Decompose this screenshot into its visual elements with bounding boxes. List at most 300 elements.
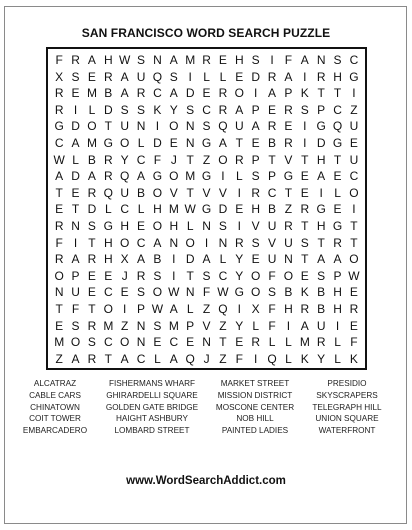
- grid-letter: M: [299, 335, 310, 350]
- grid-letter: Y: [235, 318, 244, 333]
- grid-letter: I: [352, 86, 356, 101]
- grid-letter: I: [352, 202, 356, 217]
- word-item: PAINTED LADIES: [221, 426, 289, 436]
- grid-letter: O: [251, 285, 261, 300]
- grid-letter: R: [300, 202, 310, 217]
- grid-letter: R: [251, 185, 261, 200]
- grid-letter: R: [316, 335, 326, 350]
- grid-letter: L: [219, 69, 227, 84]
- grid-letter: U: [349, 119, 359, 134]
- grid-letter: M: [86, 86, 97, 101]
- grid-letter: P: [71, 268, 80, 283]
- grid-letter: R: [54, 102, 64, 117]
- grid-letter: E: [349, 136, 358, 150]
- grid-letter: E: [300, 185, 309, 200]
- grid-letter: T: [317, 86, 325, 101]
- grid-letter: N: [153, 53, 162, 67]
- grid-letter: S: [333, 53, 342, 67]
- grid-letter: R: [284, 219, 293, 233]
- grid-letter: B: [268, 136, 277, 150]
- grid-letter: R: [54, 219, 64, 233]
- grid-letter: C: [136, 351, 146, 366]
- grid-letter: E: [235, 69, 244, 84]
- grid-letter: O: [169, 169, 179, 184]
- grid-letter: N: [284, 252, 293, 267]
- grid-letter: O: [251, 268, 261, 283]
- grid-letter: N: [169, 235, 179, 250]
- grid-letter: L: [186, 219, 194, 233]
- grid-letter: Q: [103, 185, 113, 200]
- grid-letter: J: [203, 351, 210, 366]
- grid-letter: L: [285, 335, 292, 350]
- grid-letter: Z: [202, 152, 211, 167]
- grid-letter: L: [235, 169, 243, 184]
- word-item: FISHERMANS WHARF: [109, 379, 195, 388]
- grid-letter: F: [268, 302, 276, 316]
- grid-letter: D: [71, 119, 80, 134]
- grid-letter: T: [317, 235, 325, 250]
- grid-letter: Y: [120, 152, 129, 167]
- grid-letter: V: [202, 185, 211, 200]
- grid-letter: G: [152, 169, 163, 184]
- grid-letter: H: [103, 53, 113, 67]
- grid-letter: R: [234, 235, 244, 250]
- grid-letter: A: [120, 86, 129, 101]
- grid-letter: L: [203, 69, 210, 84]
- grid-letter: E: [333, 169, 342, 184]
- grid-letter: E: [349, 318, 358, 333]
- grid-letter: S: [317, 268, 326, 283]
- grid-letter: C: [54, 136, 64, 150]
- grid-letter: R: [87, 318, 97, 333]
- grid-letter: I: [335, 318, 340, 333]
- grid-letter: S: [153, 268, 162, 283]
- grid-letter: S: [202, 268, 211, 283]
- grid-letter: I: [303, 119, 307, 134]
- grid-letter: R: [267, 119, 277, 134]
- grid-letter: U: [120, 119, 130, 134]
- grid-letter: E: [218, 53, 227, 67]
- grid-letter: W: [119, 53, 131, 67]
- grid-letter: S: [120, 102, 129, 117]
- grid-letter: B: [137, 185, 146, 200]
- grid-letter: C: [169, 335, 179, 350]
- grid-letter: E: [71, 185, 80, 200]
- grid-letter: G: [283, 169, 294, 184]
- grid-letter: T: [301, 252, 309, 267]
- grid-letter: G: [332, 219, 343, 233]
- grid-letter: W: [217, 285, 229, 300]
- grid-letter: D: [185, 252, 195, 267]
- grid-letter: Q: [218, 302, 228, 316]
- grid-letter: J: [170, 152, 177, 167]
- grid-letter: O: [152, 285, 163, 300]
- word-item: MARKET STREET: [220, 379, 290, 388]
- grid-letter: T: [350, 235, 358, 250]
- grid-letter: R: [54, 86, 64, 101]
- grid-letter: R: [284, 102, 293, 117]
- grid-letter: I: [303, 136, 307, 150]
- grid-letter: T: [71, 202, 80, 217]
- grid-letter: H: [316, 152, 326, 167]
- grid-letter: N: [71, 219, 80, 233]
- grid-letter: M: [103, 318, 114, 333]
- grid-letter: T: [235, 136, 243, 150]
- grid-letter: S: [202, 119, 211, 134]
- grid-letter: R: [103, 69, 113, 84]
- grid-letter: A: [87, 169, 96, 184]
- grid-letter: E: [186, 335, 195, 350]
- grid-letter: N: [136, 335, 146, 350]
- grid-letter: U: [136, 69, 146, 84]
- grid-letter: I: [155, 119, 160, 134]
- grid-letter: L: [154, 351, 161, 366]
- grid-letter: E: [235, 202, 244, 217]
- word-column: [205, 378, 305, 437]
- grid-letter: C: [218, 268, 228, 283]
- grid-letter: B: [104, 86, 113, 101]
- grid-letter: R: [71, 53, 80, 67]
- grid-letter: O: [87, 119, 97, 134]
- grid-letter: P: [333, 268, 342, 283]
- grid-letter: S: [169, 69, 178, 84]
- grid-letter: C: [349, 169, 359, 184]
- grid-letter: K: [153, 102, 162, 117]
- grid-letter: T: [301, 219, 309, 233]
- grid-letter: X: [251, 302, 260, 316]
- word-item: CHINATOWN: [30, 402, 80, 412]
- grid-letter: V: [268, 235, 277, 250]
- word-item: ALCATRAZ: [33, 379, 77, 388]
- grid-letter: Y: [317, 351, 326, 366]
- grid-letter: W: [184, 202, 196, 217]
- word-column: [302, 378, 392, 437]
- grid-letter: O: [234, 86, 244, 101]
- grid-letter: F: [350, 335, 358, 350]
- grid-letter: N: [202, 219, 211, 233]
- grid-letter: K: [349, 351, 358, 366]
- grid-letter: A: [137, 252, 146, 267]
- word-item: PRESIDIO: [327, 379, 367, 388]
- grid-letter: Y: [235, 268, 244, 283]
- grid-letter: F: [202, 285, 211, 300]
- grid-letter: O: [70, 335, 81, 350]
- word-item: SKYSCRAPERS: [316, 390, 378, 400]
- grid-letter: R: [202, 53, 211, 67]
- grid-letter: H: [103, 252, 113, 267]
- grid-letter: R: [316, 69, 326, 84]
- grid-letter: D: [218, 202, 228, 217]
- word-column: [10, 378, 100, 437]
- grid-letter: E: [202, 86, 211, 101]
- grid-letter: R: [136, 268, 146, 283]
- grid-letter: G: [201, 202, 212, 217]
- grid-letter: C: [267, 185, 277, 200]
- grid-letter: A: [284, 69, 293, 84]
- grid-letter: C: [153, 86, 162, 101]
- grid-letter: V: [251, 219, 260, 233]
- grid-letter: Q: [332, 119, 343, 134]
- grid-letter: E: [153, 335, 162, 350]
- grid-letter: Y: [235, 252, 244, 267]
- grid-letter: B: [268, 202, 277, 217]
- grid-letter: T: [333, 152, 342, 167]
- grid-letter: W: [53, 152, 65, 167]
- grid-letter: W: [151, 302, 164, 316]
- grid-letter: G: [103, 136, 113, 150]
- grid-letter: O: [103, 302, 113, 316]
- grid-letter: C: [333, 102, 342, 117]
- word-item: LOMBARD STREET: [114, 426, 190, 436]
- grid-letter: A: [333, 252, 342, 267]
- grid-letter: A: [169, 53, 178, 67]
- grid-letter: S: [137, 102, 146, 117]
- grid-letter: T: [186, 185, 194, 200]
- grid-letter: I: [188, 69, 192, 84]
- grid-letter: A: [169, 351, 178, 366]
- grid-letter: I: [221, 169, 225, 184]
- grid-letter: E: [300, 268, 309, 283]
- grid-letter: P: [186, 318, 195, 333]
- word-item: MOSCONE CENTER: [215, 402, 295, 412]
- grid-letter: L: [334, 185, 341, 200]
- grid-letter: P: [317, 102, 326, 117]
- word-item: WATERFRONT: [318, 426, 376, 436]
- grid-letter: C: [103, 285, 113, 300]
- grid-letter: H: [251, 202, 261, 217]
- grid-letter: N: [316, 53, 326, 67]
- grid-letter: T: [186, 152, 194, 167]
- grid-letter: R: [284, 136, 293, 150]
- grid-letter: G: [201, 169, 212, 184]
- grid-letter: E: [87, 285, 96, 300]
- grid-letter: T: [333, 86, 342, 101]
- grid-letter: A: [137, 169, 146, 184]
- grid-letter: S: [71, 69, 80, 84]
- grid-letter: M: [54, 335, 65, 350]
- grid-letter: Z: [202, 302, 211, 316]
- grid-letter: N: [185, 119, 195, 134]
- grid-letter: Q: [185, 351, 195, 366]
- grid-letter: U: [267, 252, 277, 267]
- grid-letter: A: [169, 302, 178, 316]
- grid-letter: A: [120, 351, 129, 366]
- grid-letter: N: [54, 285, 64, 300]
- grid-letter: X: [120, 252, 129, 267]
- grid-letter: G: [54, 119, 64, 134]
- grid-letter: T: [88, 302, 96, 316]
- grid-letter: X: [55, 69, 64, 84]
- grid-letter: A: [55, 169, 64, 184]
- grid-letter: O: [169, 119, 179, 134]
- grid-letter: A: [218, 136, 227, 150]
- grid-letter: T: [88, 235, 96, 250]
- grid-letter: E: [251, 136, 260, 150]
- grid-letter: S: [268, 285, 277, 300]
- grid-letter: U: [120, 185, 130, 200]
- grid-letter: I: [254, 86, 258, 101]
- grid-letter: N: [218, 235, 228, 250]
- grid-letter: A: [300, 318, 309, 333]
- grid-letter: M: [86, 136, 97, 150]
- grid-letter: I: [172, 252, 176, 267]
- grid-letter: S: [300, 235, 309, 250]
- grid-letter: G: [103, 219, 113, 233]
- grid-letter: T: [301, 152, 309, 167]
- grid-letter: R: [300, 302, 310, 316]
- grid-letter: U: [349, 152, 359, 167]
- grid-letter: R: [218, 86, 228, 101]
- grid-letter: D: [153, 136, 162, 150]
- grid-letter: H: [333, 285, 342, 300]
- grid-letter: R: [87, 351, 97, 366]
- grid-letter: W: [168, 285, 180, 300]
- grid-letter: R: [267, 69, 277, 84]
- grid-letter: R: [234, 152, 244, 167]
- grid-letter: D: [103, 102, 113, 117]
- grid-letter: C: [136, 235, 146, 250]
- grid-letter: A: [71, 252, 80, 267]
- grid-letter: E: [251, 252, 260, 267]
- grid-letter: P: [251, 102, 260, 117]
- grid-letter: S: [87, 335, 96, 350]
- grid-letter: O: [120, 235, 130, 250]
- grid-letter: D: [251, 69, 261, 84]
- grid-letter: B: [284, 285, 293, 300]
- grid-letter: U: [316, 318, 326, 333]
- grid-letter: L: [334, 351, 341, 366]
- grid-letter: C: [103, 335, 113, 350]
- grid-letter: L: [219, 252, 227, 267]
- grid-letter: R: [349, 302, 359, 316]
- grid-letter: T: [268, 152, 276, 167]
- grid-letter: S: [137, 53, 146, 67]
- page-title: SAN FRANCISCO WORD SEARCH PUZZLE: [81, 26, 331, 40]
- grid-letter: E: [55, 318, 64, 333]
- grid-letter: B: [317, 285, 326, 300]
- grid-letter: R: [87, 252, 97, 267]
- grid-letter: H: [120, 219, 130, 233]
- grid-letter: O: [349, 252, 359, 267]
- grid-letter: O: [185, 235, 195, 250]
- grid-letter: F: [268, 268, 276, 283]
- grid-letter: E: [300, 169, 309, 184]
- grid-letter: A: [169, 86, 178, 101]
- grid-letter: P: [284, 86, 293, 101]
- grid-letter: S: [153, 318, 162, 333]
- grid-letter: A: [300, 53, 309, 67]
- grid-letter: K: [300, 86, 309, 101]
- grid-letter: S: [71, 318, 80, 333]
- grid-letter: Z: [219, 318, 227, 333]
- grid-letter: H: [169, 219, 179, 233]
- grid-letter: I: [237, 185, 241, 200]
- grid-letter: S: [251, 53, 260, 67]
- grid-letter: P: [251, 152, 260, 167]
- grid-letter: R: [103, 169, 113, 184]
- grid-letter: G: [349, 69, 359, 84]
- grid-letter: Z: [121, 318, 129, 333]
- grid-letter: Q: [267, 351, 277, 366]
- grid-letter: E: [284, 119, 293, 134]
- grid-letter: F: [268, 318, 276, 333]
- grid-letter: R: [103, 152, 113, 167]
- grid-letter: L: [104, 202, 112, 217]
- grid-letter: O: [120, 335, 130, 350]
- grid-letter: E: [104, 268, 113, 283]
- grid-letter: E: [87, 268, 96, 283]
- grid-letter: H: [333, 69, 342, 84]
- letter-grid: [46, 47, 367, 370]
- grid-letter: S: [300, 102, 309, 117]
- grid-letter: T: [104, 119, 112, 134]
- grid-letter: I: [73, 102, 78, 117]
- grid-letter: B: [87, 152, 96, 167]
- word-item: COIT TOWER: [29, 414, 81, 424]
- word-column: [97, 378, 207, 437]
- word-item: GOLDEN GATE BRIDGE: [105, 402, 199, 412]
- grid-letter: I: [237, 219, 241, 233]
- grid-letter: P: [268, 169, 277, 184]
- grid-letter: G: [316, 202, 326, 217]
- grid-letter: U: [71, 285, 80, 300]
- grid-letter: I: [270, 53, 274, 67]
- grid-letter: Z: [284, 202, 293, 217]
- grid-letter: N: [202, 335, 211, 350]
- grid-letter: M: [185, 169, 196, 184]
- grid-letter: I: [237, 302, 241, 316]
- word-item: EMBARCADERO: [22, 426, 88, 436]
- grid-letter: Z: [55, 351, 63, 366]
- grid-letter: I: [123, 302, 127, 316]
- grid-letter: Z: [219, 351, 227, 366]
- grid-letter: I: [204, 235, 209, 250]
- grid-letter: M: [168, 202, 179, 217]
- grid-letter: Q: [218, 119, 228, 134]
- grid-letter: O: [152, 185, 163, 200]
- grid-letter: E: [169, 136, 178, 150]
- word-item: NOB HILL: [236, 414, 274, 424]
- grid-letter: V: [169, 185, 178, 200]
- grid-letter: W: [348, 268, 360, 283]
- word-item: TELEGRAPH HILL: [312, 402, 382, 412]
- grid-letter: H: [234, 53, 244, 67]
- grid-letter: A: [153, 235, 162, 250]
- grid-letter: F: [55, 53, 63, 67]
- grid-row: [51, 349, 362, 369]
- grid-letter: L: [137, 136, 145, 150]
- grid-letter: A: [120, 69, 129, 84]
- grid-letter: I: [172, 268, 176, 283]
- grid-letter: D: [71, 169, 80, 184]
- grid-letter: I: [286, 318, 291, 333]
- grid-letter: D: [87, 202, 97, 217]
- grid-letter: R: [54, 252, 64, 267]
- grid-letter: B: [317, 302, 326, 316]
- grid-letter: A: [317, 169, 326, 184]
- grid-letter: F: [153, 152, 162, 167]
- grid-letter: S: [251, 169, 260, 184]
- grid-letter: J: [121, 268, 128, 283]
- grid-letter: V: [218, 185, 227, 200]
- grid-letter: B: [153, 252, 162, 267]
- grid-letter: N: [136, 119, 146, 134]
- grid-letter: L: [88, 102, 96, 117]
- grid-letter: Q: [152, 69, 163, 84]
- grid-letter: H: [103, 235, 113, 250]
- grid-letter: G: [332, 136, 343, 150]
- grid-letter: O: [120, 136, 130, 150]
